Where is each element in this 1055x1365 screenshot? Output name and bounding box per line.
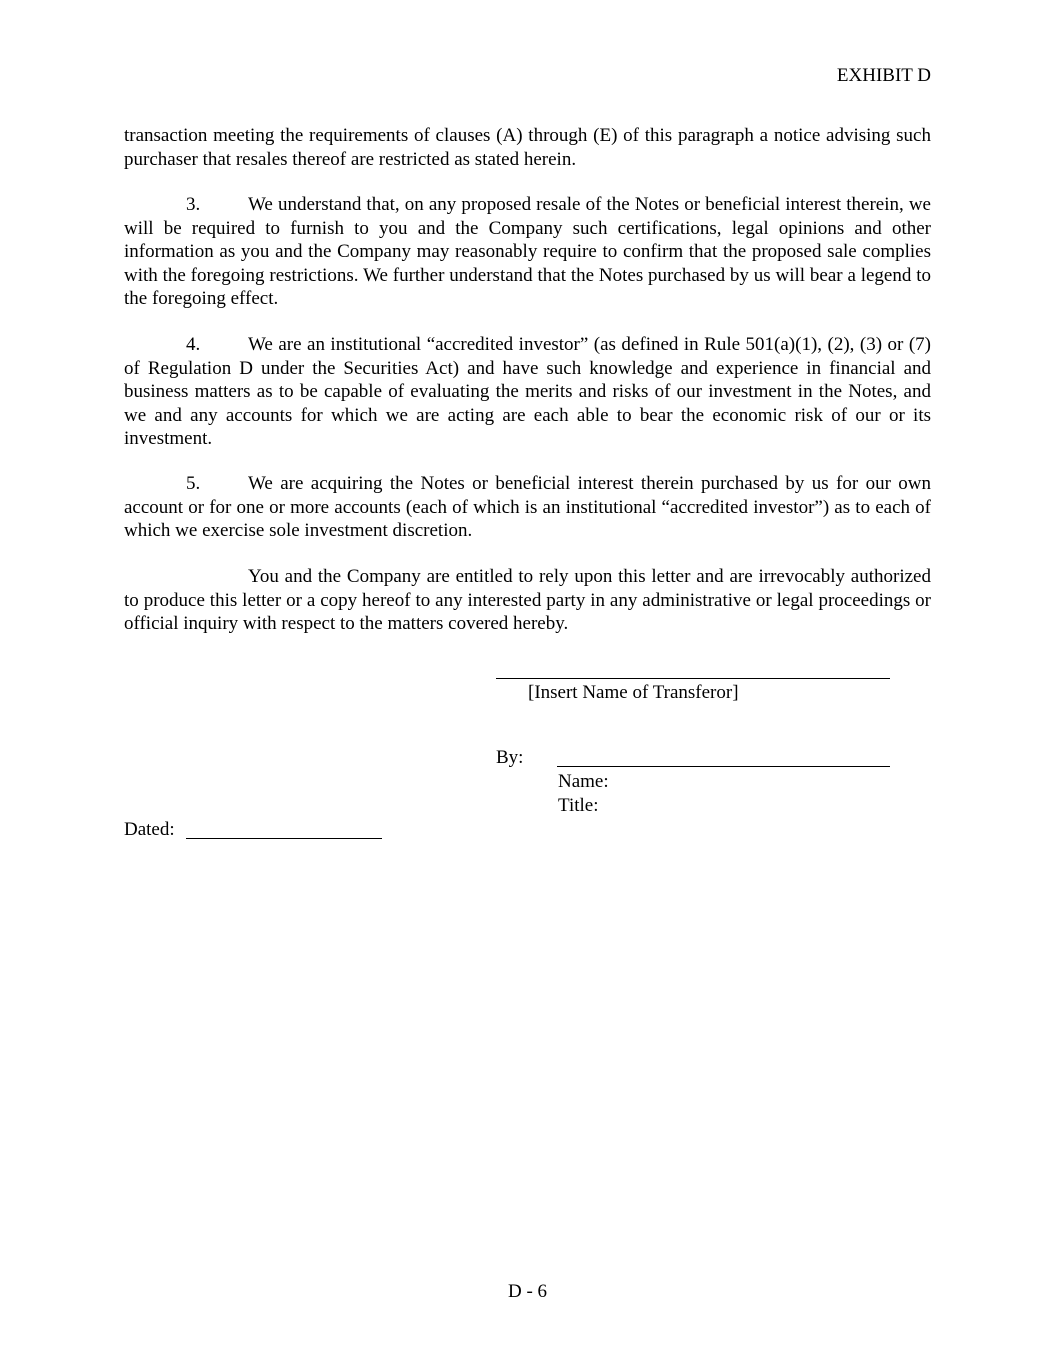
closing-text: You and the Company are entitled to rely upon this letter and are irrevocably authorized to produce this letter or a copy hereof to any interested party in any administrative or legal proceedings or official inquiry with respect to the matters covered hereby. [124, 566, 931, 634]
title-label: Title: [558, 795, 599, 816]
paragraph-5-text: We are acquiring the Notes or beneficial interest therein purchased by us for our own account or for one or more accounts (each of which is an institutional “accredited investor”) as to each of which we exercise sole investment discretion. [124, 473, 931, 541]
closing-paragraph [124, 565, 931, 636]
continuation-text: transaction meeting the requirements of clauses (A) through (E) of this paragraph a notice advising such purchaser that resales thereof are restricted as stated herein. [124, 125, 931, 170]
dated-label: Dated: [124, 819, 175, 840]
paragraph-5-number: 5. [186, 473, 201, 494]
paragraph-3-number: 3. [186, 194, 201, 215]
paragraph-3-text: We understand that, on any proposed resale of the Notes or beneficial interest therein, we will be required to furnish to you and the Company such certifications, legal opinions and other information as you and the Company may reasonably require to confirm that the proposed sale complies with the foregoing restrictions. We further understand that the Notes purchased by us will bear a legend to the foregoing effect. [124, 194, 931, 309]
page-number: D - 6 [507, 1281, 548, 1302]
paragraph-4 [124, 333, 931, 451]
transferor-signature-line [496, 678, 890, 679]
continuation-paragraph [124, 124, 931, 171]
paragraph-5 [124, 472, 931, 543]
paragraph-4-number: 4. [186, 334, 201, 355]
paragraph-3 [124, 193, 931, 311]
transferor-name-label: [Insert Name of Transferor] [528, 682, 739, 703]
by-signature-line [557, 766, 890, 767]
name-label: Name: [558, 771, 609, 792]
exhibit-header: EXHIBIT D [836, 65, 931, 86]
by-label: By: [496, 747, 524, 768]
dated-line [186, 838, 382, 839]
paragraph-4-text: We are an institutional “accredited investor” (as defined in Rule 501(a)(1), (2), (3) or (7) of Regulation D under the Securities Act) and have such knowledge and experience in financial and business matters as to be capable of evaluating the merits and risks of our investment in the Notes, and we and any accounts for which we are acting are each able to bear the economic risk of our or its investment. [124, 334, 931, 449]
